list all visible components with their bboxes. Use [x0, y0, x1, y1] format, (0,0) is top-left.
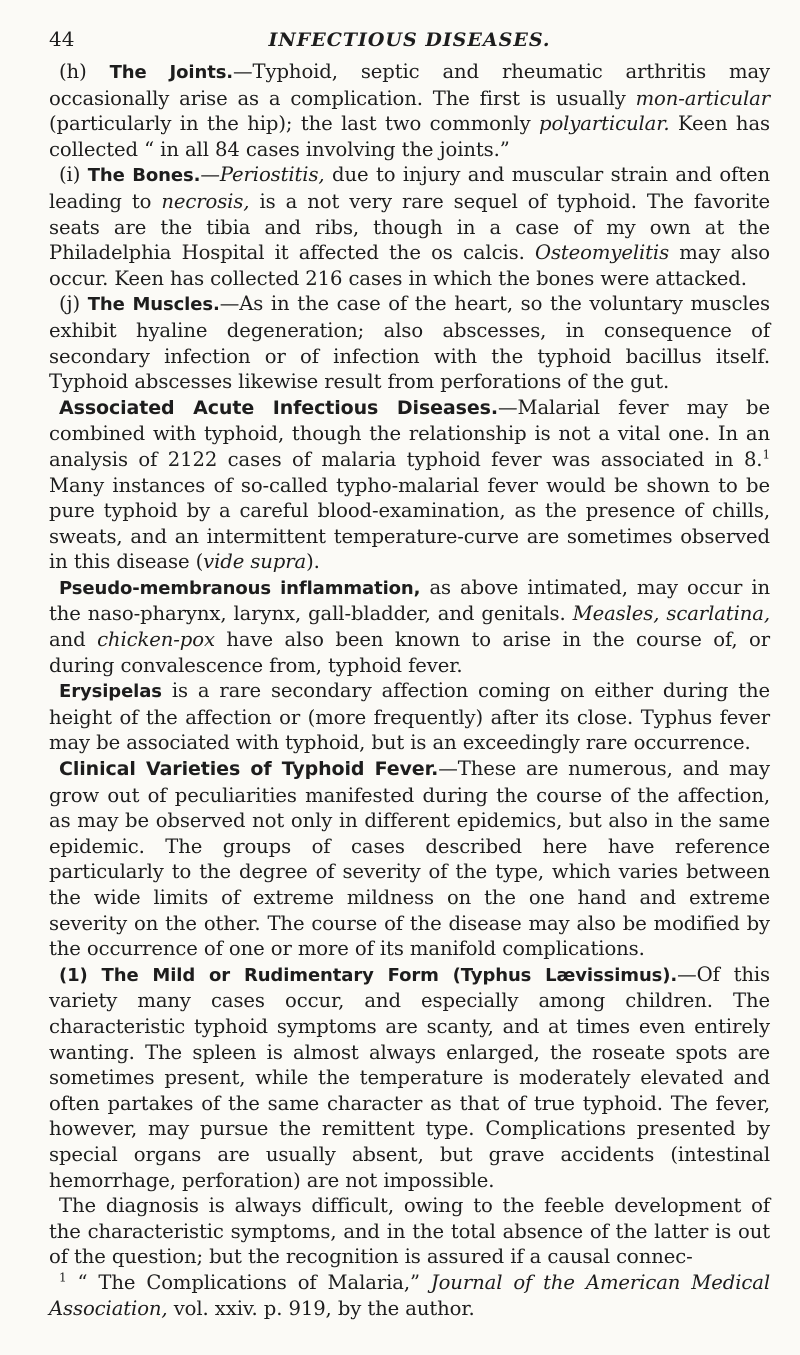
emphasis: Periostitis, [219, 163, 325, 187]
text-run: ). [306, 550, 320, 574]
text-run: Keen has collected “ in all 84 cases involving the joints.” [49, 112, 770, 161]
paragraph-pseudo-membranous [49, 575, 770, 678]
section-heading: The Muscles. [87, 294, 220, 316]
text-run: (particularly in the hip); the last two commonly [49, 112, 540, 136]
emphasis: Measles, scarlatina, [572, 602, 770, 626]
footnote-number: 1 [59, 1270, 67, 1285]
section-heading: (1) The Mild or Rudimentary Form (Typhus Lævissimus). [59, 964, 678, 986]
emphasis: chicken-pox [97, 628, 215, 652]
text-run: Many instances of so-called typho-malarial fever would be shown to be pure typhoid by a careful blood-examination, as the presence of chills, sweats, and an intermittent temperature-curve are sometimes observed in this disease ( [49, 473, 770, 574]
paragraph-muscles [49, 291, 770, 394]
paragraph-bones [49, 162, 770, 291]
emphasis: Osteomyelitis [534, 241, 670, 265]
text-run: —Malarial fever may be combined with typhoid, though the relationship is not a vital one. In an analysis of 2122 cases of malaria typhoid fever was associated in 8. [49, 395, 770, 471]
text-run: may also occur. Keen has collected 216 cases in which the bones were attacked. [49, 241, 770, 290]
text-run: is a rare secondary affection coming on either during the height of the affection or (more frequently) after its close. Typhus fever may be associated with typhoid, but is an exceedingly rare occurrence. [49, 679, 770, 755]
paragraph-associated [49, 395, 770, 575]
paragraph-diagnosis [49, 1193, 770, 1270]
text-run: have also been known to arise in the course of, or during convalescence from, typhoid fever. [49, 628, 771, 677]
paragraph-clinical-varieties [49, 756, 770, 962]
text-run: —Typhoid, septic and rheumatic arthritis may occasionally arise as a complication. The first is usually [49, 60, 770, 110]
text-run: “ The Complications of Malaria,” [66, 1270, 431, 1294]
paragraph-erysipelas [49, 678, 770, 756]
text-run: due to injury and muscular strain and often leading to [49, 163, 770, 213]
footnote-marker: 1 [762, 447, 770, 462]
text-run: and [49, 628, 98, 652]
section-heading: Erysipelas [59, 681, 162, 703]
text-run: is a not very rare sequel of typhoid. The favorite seats are the tibia and ribs, though in a case of my own at the Philadelphia Hospital it affected the os calcis. [49, 189, 770, 265]
section-heading: Clinical Varieties of Typhoid Fever. [59, 758, 439, 781]
emphasis: Journal of the American Medical Association, [49, 1270, 770, 1320]
emphasis: mon-articular [635, 86, 770, 110]
paragraph-joints [49, 59, 770, 162]
section-heading: The Joints. [109, 62, 234, 83]
text-run: —Of this variety many cases occur, and especially among children. The characteristic typhoid symptoms are scanty, and at times even entirely wanting. The spleen is almost always enlarged, the roseate spots are sometimes present, while the temperature is moderately elevated and often partakes of the same character as that of true typhoid. The fever, however, may pursue the remittent type. Complications presented by special organs are usually absent, but grave accidents (intestinal hemorrhage, perforation) are not impossible. [49, 962, 771, 1192]
running-header [49, 27, 770, 55]
page-body [49, 59, 770, 1321]
paragraph-mild-form [49, 962, 770, 1193]
page-number: 44 [49, 27, 75, 51]
section-heading: The Bones. [87, 165, 201, 187]
text-run: The diagnosis is always difficult, owing to the feeble development of the characteristic symptoms, and in the total absence of the latter is out of the question; but the recognition is assured if a causal connec- [49, 1194, 770, 1269]
text-run: —As in the case of the heart, so the voluntary muscles exhibit hyaline degeneration; also abscesses, in consequence of secondary infection or of infection with the typhoid bacillus itself. Typhoid abscesses likewise result from perforations of the gut. [49, 292, 770, 394]
text-run: —These are numerous, and may grow out of peculiarities manifested during the course of the affection, as may be observed not only in different epidemics, but also in the same epidemic. The groups of cases described here have reference particularly to the degree of severity of the type, which varies between the wide limits of extreme mildness on the one hand and extreme severity on the other. The course of the disease may also be modified by the occurrence of one or more of its manifold complications. [49, 757, 770, 961]
section-heading: Pseudo-membranous inflammation, [59, 577, 421, 599]
text-run: — [200, 163, 220, 187]
text-run: as above intimated, may occur in the naso-pharynx, larynx, gall-bladder, and genitals. [49, 575, 771, 626]
section-heading: Associated Acute Infectious Diseases. [59, 396, 498, 419]
section-label: (i) [59, 163, 81, 187]
running-title: INFECTIOUS DISEASES. [268, 29, 551, 51]
emphasis: vide supra [203, 550, 307, 574]
section-label: (h) [59, 60, 87, 83]
footnote [49, 1270, 770, 1321]
emphasis: necrosis, [161, 189, 250, 213]
section-label: (j) [59, 292, 81, 316]
emphasis: polyarticular. [539, 112, 670, 136]
text-run: vol. xxiv. p. 919, by the author. [167, 1296, 475, 1320]
